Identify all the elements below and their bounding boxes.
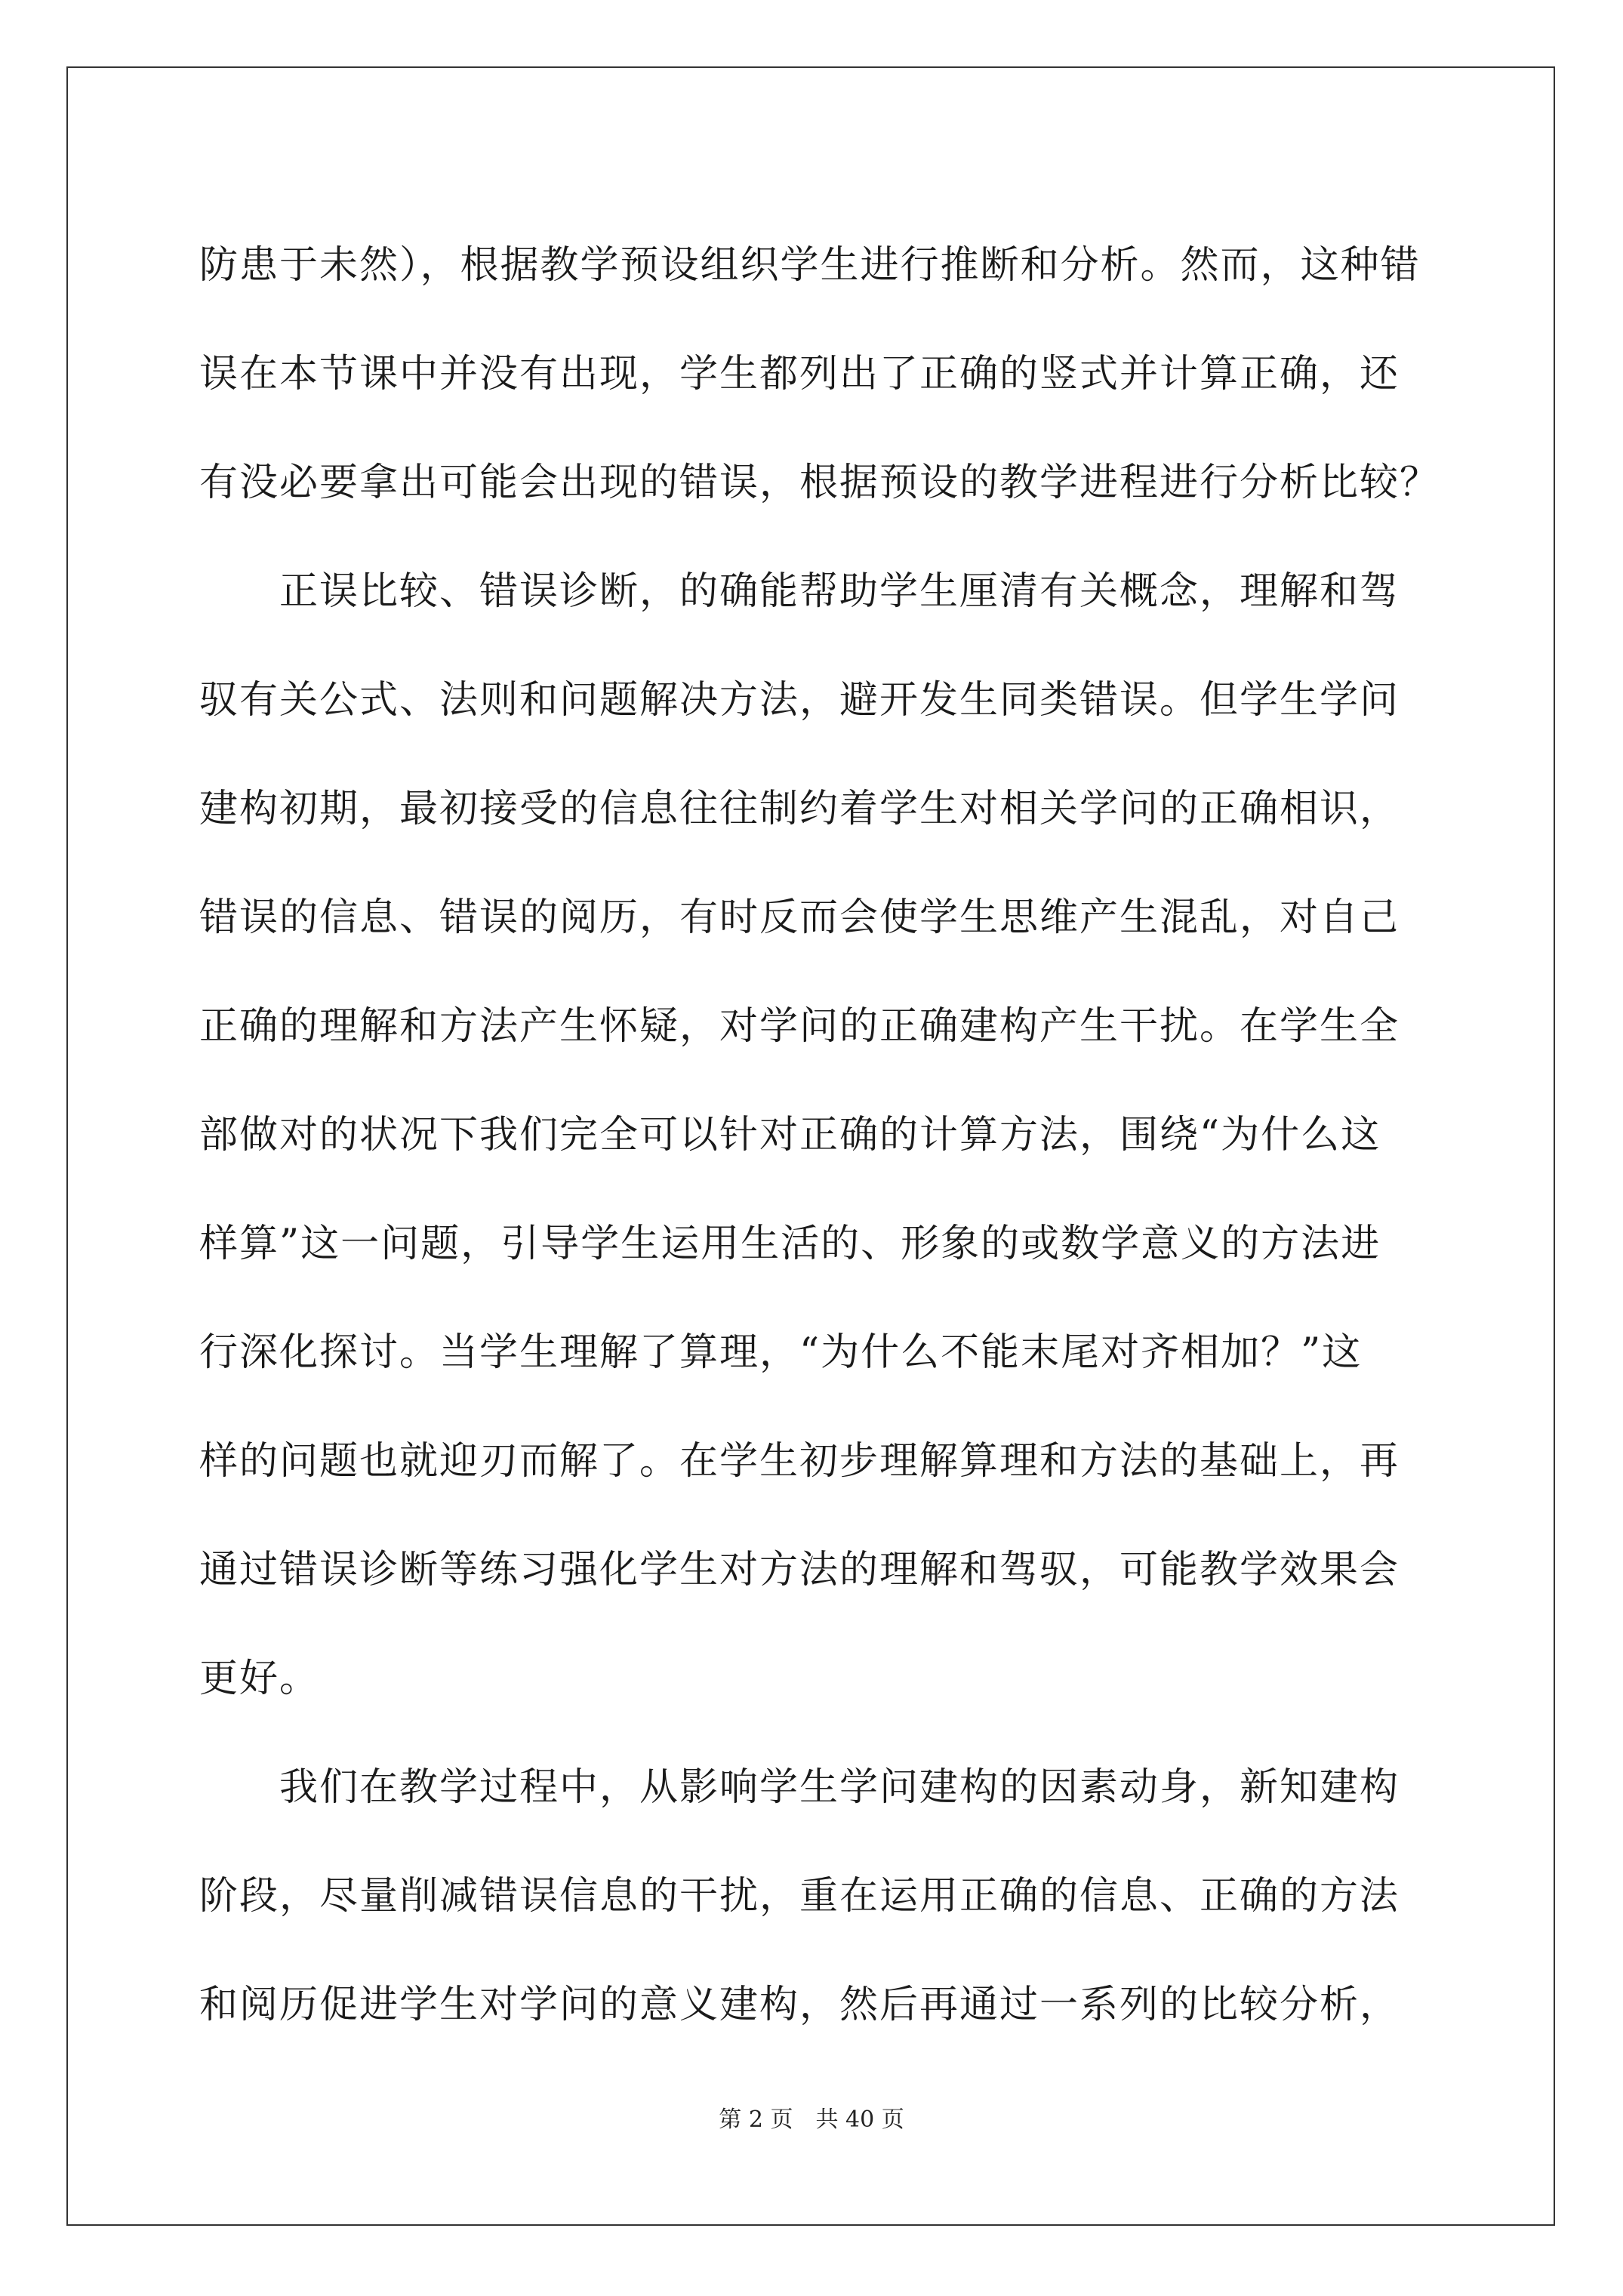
text-line: 驭有关公式、法则和问题解决方法，避开发生同类错误。但学生学问 — [199, 678, 1400, 723]
text-line: 样算”这一问题，引导学生运用生活的、形象的或数学意义的方法进 — [199, 1222, 1381, 1266]
page-number: 第 2 页 共 40 页 — [719, 2106, 904, 2133]
body-text — [199, 211, 1440, 2060]
text-line: 防患于未然），根据教学预设组织学生进行推断和分析。然而，这种错 — [199, 243, 1421, 288]
text-line: 我们在教学过程中，从影响学生学问建构的因素动身，新知建构 — [199, 1765, 1400, 1810]
text-line: 行深化探讨。当学生理解了算理，“为什么不能末尾对齐相加？”这 — [199, 1330, 1363, 1375]
text-line: 误在本节课中并没有出现，学生都列出了正确的竖式并计算正确，还 — [199, 352, 1400, 396]
text-line: 和阅历促进学生对学问的意义建构，然后再通过一系列的比较分析， — [199, 1983, 1400, 2027]
text-line: 阶段，尽量削减错误信息的干扰，重在运用正确的信息、正确的方法 — [199, 1874, 1400, 1918]
text-line: 错误的信息、错误的阅历，有时反而会使学生思维产生混乱，对自己 — [199, 895, 1400, 940]
text-line: 有没必要拿出可能会出现的错误，根据预设的教学进程进行分析比较？ — [199, 461, 1440, 505]
text-line: 更好。 — [199, 1657, 320, 1701]
text-line: 正误比较、错误诊断，的确能帮助学生厘清有关概念，理解和驾 — [199, 569, 1400, 614]
text-line: 建构初期，最初接受的信息往往制约着学生对相关学问的正确相识， — [199, 787, 1400, 831]
text-line: 正确的理解和方法产生怀疑，对学问的正确建构产生干扰。在学生全 — [199, 1004, 1400, 1049]
text-line: 通过错误诊断等练习强化学生对方法的理解和驾驭，可能教学效果会 — [199, 1548, 1400, 1592]
text-line: 部做对的状况下我们完全可以针对正确的计算方法，围绕“为什么这 — [199, 1113, 1381, 1157]
text-line: 样的问题也就迎刃而解了。在学生初步理解算理和方法的基础上，再 — [199, 1439, 1400, 1484]
